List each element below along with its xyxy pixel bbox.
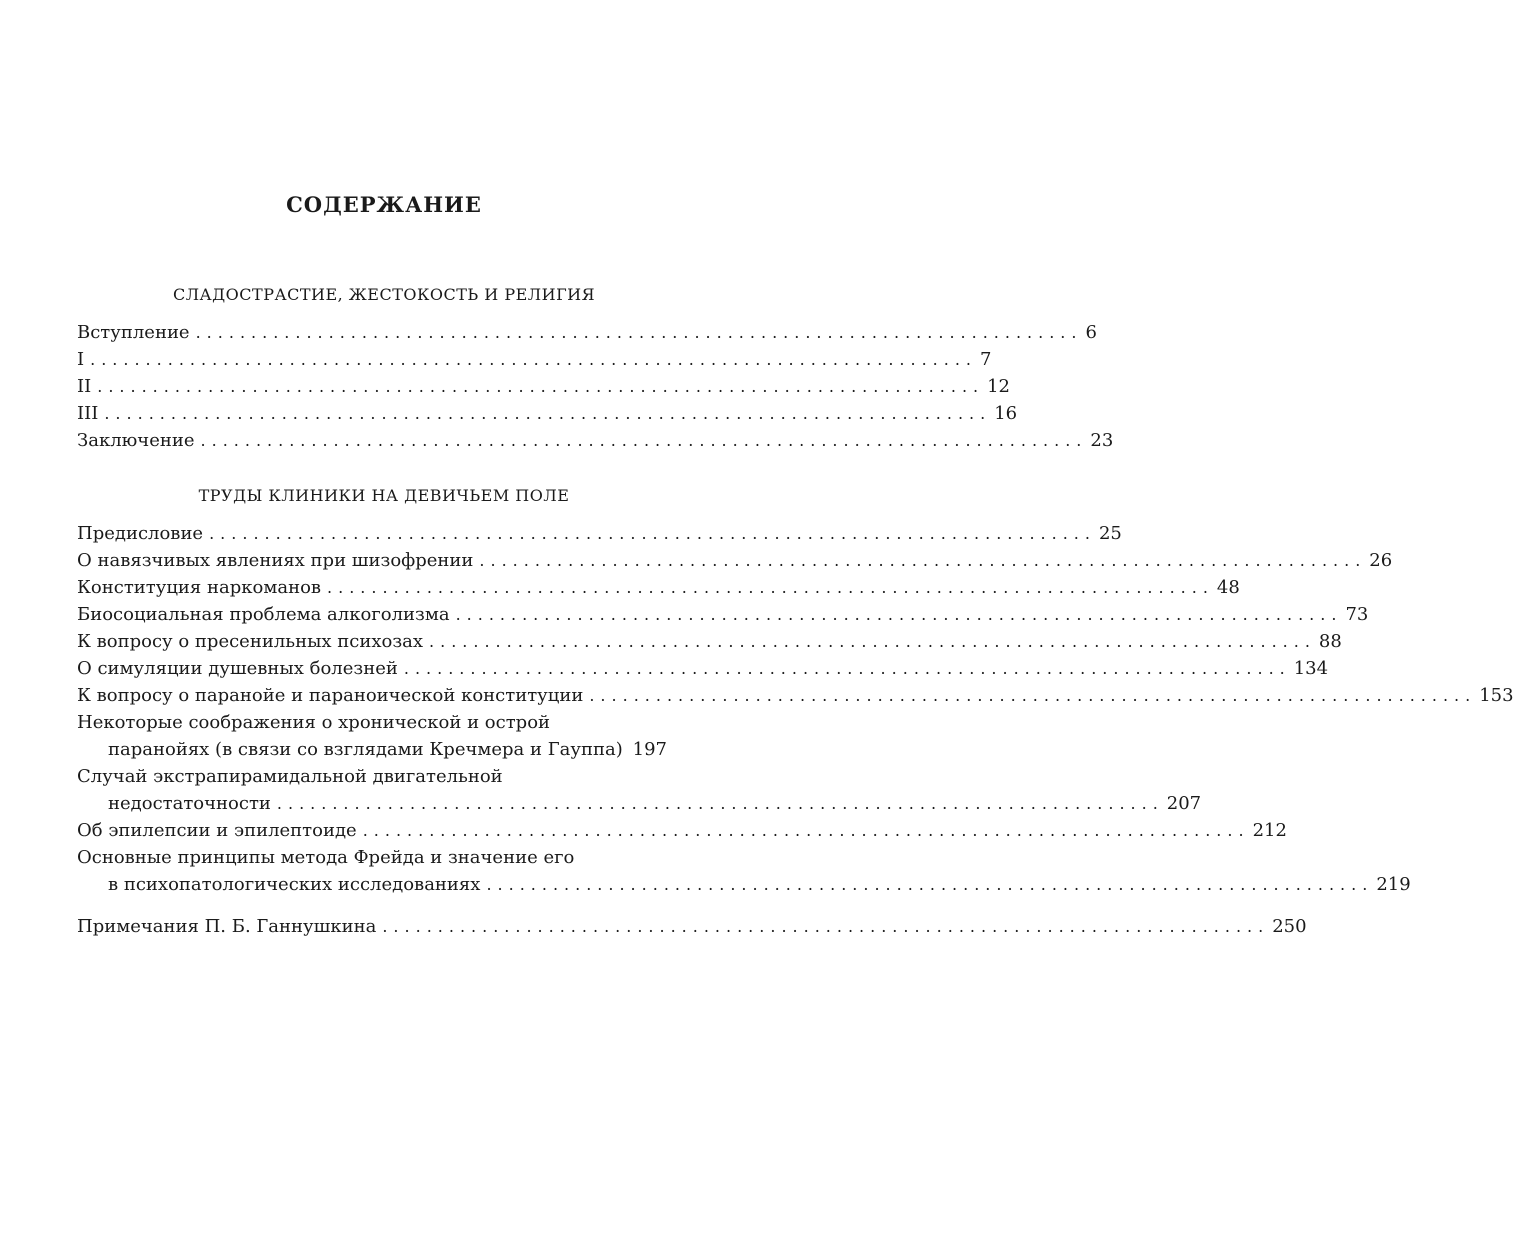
entry-label: К вопросу о пресенильных психозах: [77, 631, 424, 652]
entry-label: Об эпилепсии и эпилептоиде: [77, 820, 357, 841]
toc-entry[interactable]: [77, 817, 1287, 844]
leader-dots: ................................................................................: [382, 917, 1270, 936]
entry-page: 153: [1479, 685, 1514, 706]
toc-entry[interactable]: [77, 709, 667, 763]
leader-dots: ................................................................................: [97, 377, 985, 396]
entry-page: 12: [987, 376, 1011, 397]
entry-label: паранойях (в связи со взглядами Кречмера и Гауппа): [108, 739, 623, 760]
entry-page: 88: [1318, 631, 1342, 652]
entry-page: 16: [994, 403, 1018, 424]
toc-entry-notes[interactable]: [77, 913, 1307, 940]
toc-entry[interactable]: [77, 628, 1342, 655]
entry-label-line1: Случай экстрапирамидальной двигательной: [77, 766, 503, 787]
toc-entry[interactable]: [77, 601, 1369, 628]
entry-label-line1: Некоторые соображения о хронической и острой: [77, 712, 551, 733]
entry-page: 73: [1345, 604, 1369, 625]
leader-dots: [629, 736, 630, 763]
leader-dots: ................................................................................: [90, 350, 977, 369]
toc-entry[interactable]: [77, 373, 1011, 400]
toc-entry[interactable]: [77, 346, 992, 373]
leader-dots: ................................................................................: [327, 578, 1214, 597]
entry-page: 48: [1216, 577, 1240, 598]
entry-page: 212: [1252, 820, 1287, 841]
leader-dots: ................................................................................: [209, 524, 1096, 543]
section-heading: СЛАДОСТРАСТИЕ, ЖЕСТОКОСТЬ И РЕЛИГИЯ: [172, 285, 596, 304]
entry-page: 197: [632, 739, 667, 760]
leader-dots: ................................................................................: [479, 551, 1367, 570]
entry-label: Биосоциальная проблема алкоголизма: [77, 604, 450, 625]
entry-page: 219: [1376, 874, 1411, 895]
entry-page: 250: [1272, 916, 1307, 937]
leader-dots: ................................................................................: [429, 632, 1316, 651]
entry-page: 6: [1085, 322, 1097, 343]
leader-dots: ................................................................................: [276, 794, 1164, 813]
toc-title: СОДЕРЖАНИЕ: [286, 192, 482, 217]
entry-label: О навязчивых явлениях при шизофрении: [77, 550, 474, 571]
toc-entry[interactable]: [77, 844, 1411, 898]
leader-dots: ................................................................................: [486, 875, 1374, 894]
leader-dots: ................................................................................: [362, 821, 1250, 840]
entry-label: III: [77, 403, 99, 424]
entry-page: 23: [1090, 430, 1114, 451]
toc-entry[interactable]: [77, 520, 1122, 547]
entry-label: К вопросу о паранойе и параноической конституции: [77, 685, 584, 706]
leader-dots: ................................................................................: [455, 605, 1343, 624]
entry-label: О симуляции душевных болезней: [77, 658, 398, 679]
toc-entry[interactable]: [77, 400, 1018, 427]
entry-page: 25: [1098, 523, 1122, 544]
entry-label: Вступление: [77, 322, 190, 343]
toc-entry[interactable]: [77, 655, 1329, 682]
toc-entry[interactable]: [77, 427, 1114, 454]
entry-label-line1: Основные принципы метода Фрейда и значение его: [77, 847, 575, 868]
entry-label: Предисловие: [77, 523, 204, 544]
entry-label: Примечания П. Б. Ганнушкина: [77, 916, 377, 937]
leader-dots: ................................................................................: [589, 686, 1477, 705]
leader-dots: ................................................................................: [403, 659, 1291, 678]
leader-dots: ................................................................................: [200, 431, 1088, 450]
entry-label: в психопатологических исследованиях: [108, 874, 481, 895]
toc-entry[interactable]: [77, 547, 1393, 574]
entry-page: 26: [1369, 550, 1393, 571]
toc-entry[interactable]: [77, 574, 1240, 601]
entry-page: 7: [980, 349, 992, 370]
toc-entry[interactable]: [77, 319, 1097, 346]
entry-label: II: [77, 376, 92, 397]
section-heading: ТРУДЫ КЛИНИКИ НА ДЕВИЧЬЕМ ПОЛЕ: [198, 486, 570, 505]
toc-entry[interactable]: [77, 682, 1514, 709]
leader-dots: ................................................................................: [195, 323, 1083, 342]
toc-entry[interactable]: [77, 763, 1202, 817]
entry-label: недостаточности: [108, 793, 271, 814]
leader-dots: ................................................................................: [104, 404, 992, 423]
entry-label: I: [77, 349, 85, 370]
entry-page: 134: [1293, 658, 1329, 679]
entry-page: 207: [1166, 793, 1202, 814]
entry-label: Конституция наркоманов: [77, 577, 322, 598]
entry-label: Заключение: [77, 430, 195, 451]
